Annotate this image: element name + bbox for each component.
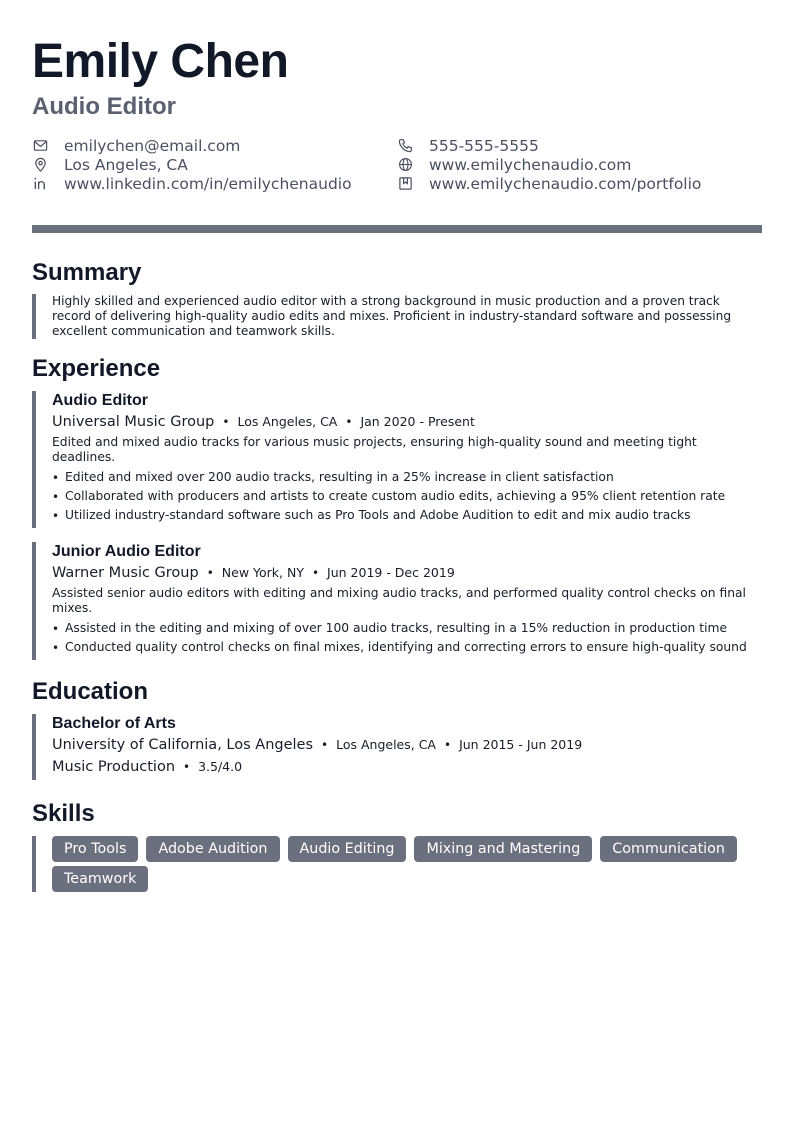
job-company: Universal Music Group: [52, 414, 215, 430]
job-dates: Jan 2020 - Present: [360, 414, 475, 429]
contact-email[interactable]: [32, 136, 397, 155]
degree-name: Bachelor of Arts: [52, 715, 176, 732]
contact-info: [32, 136, 762, 193]
bullet-text: Edited and mixed over 200 audio tracks, resulting in a 25% increase in client satisfaction: [65, 470, 614, 484]
list-item: [52, 487, 762, 506]
contact-column-right: [397, 136, 701, 193]
contact-website[interactable]: [397, 155, 701, 174]
portfolio-icon: [397, 176, 413, 192]
bullet-text: Collaborated with producers and artists to create custom audio edits, achieving a 95% client retention rate: [65, 489, 726, 503]
separator-dot: •: [222, 415, 230, 429]
skills-heading: Skills: [32, 800, 95, 827]
candidate-name: Emily Chen: [32, 35, 289, 88]
separator-dot: •: [443, 738, 452, 752]
list-item: [52, 638, 762, 657]
bullet-text: Utilized industry-standard software such as Pro Tools and Adobe Audition to edit and mix audio tracks: [65, 508, 691, 522]
separator-dot: •: [206, 566, 214, 580]
skill-chip: Mixing and Mastering: [414, 836, 592, 862]
separator-dot: •: [183, 760, 191, 774]
skill-chip: Communication: [600, 836, 737, 862]
contact-phone[interactable]: [397, 136, 701, 155]
bullet-text: Conducted quality control checks on final mixes, identifying and correcting errors to ensure high-quality sound: [65, 640, 747, 654]
job-meta: [52, 565, 762, 584]
job-role: Junior Audio Editor: [52, 543, 201, 560]
contact-portfolio[interactable]: [397, 174, 701, 193]
job-entry: [32, 542, 762, 660]
contact-linkedin[interactable]: [32, 174, 397, 193]
header-divider: [32, 225, 762, 233]
contact-column-left: [32, 136, 397, 193]
list-item: [52, 506, 762, 525]
globe-icon: [397, 157, 413, 173]
job-title: Audio Editor: [32, 93, 176, 120]
job-entry: [32, 391, 762, 528]
separator-dot: •: [321, 738, 329, 752]
resume-page: [32, 34, 762, 892]
experience-heading: Experience: [32, 355, 161, 382]
gpa-value: 3.5/4.0: [198, 759, 243, 774]
phone-icon: [397, 138, 413, 154]
job-location: New York, NY: [221, 565, 304, 580]
job-description: Edited and mixed audio tracks for various music projects, ensuring high-quality sound and meeting tight deadlines.: [52, 435, 697, 464]
education-heading: Education: [32, 678, 149, 705]
education-dates: Jun 2015 - Jun 2019: [459, 737, 583, 752]
school-name: University of California, Los Angeles: [52, 737, 314, 753]
skills-list: [32, 836, 762, 892]
job-role: Audio Editor: [52, 392, 148, 409]
job-dates: Jun 2019 - Dec 2019: [327, 565, 455, 580]
job-description: Assisted senior audio editors with editing and mixing audio tracks, and performed quality control checks on final mixes.: [52, 586, 746, 615]
skill-chip: Teamwork: [52, 866, 148, 892]
website-text: www.emilychenaudio.com: [429, 155, 632, 174]
school-location: Los Angeles, CA: [336, 737, 436, 752]
bullet-dot: •: [52, 509, 60, 523]
summary-text: Highly skilled and experienced audio editor with a strong background in music production and a proven track record of delivering high-quality audio edits and mixes. Proficient in industry-standard software and possessing excellent communication and teamwork skills.: [32, 294, 762, 339]
education-meta: [52, 737, 762, 756]
major-name: Music Production: [52, 759, 176, 775]
mail-icon: [32, 138, 48, 154]
bullet-dot: •: [52, 490, 60, 504]
list-item: [52, 619, 762, 638]
email-text: emilychen@email.com: [64, 136, 241, 155]
list-item: [52, 468, 762, 487]
job-location: Los Angeles, CA: [237, 414, 338, 429]
job-bullets: [52, 468, 762, 525]
phone-text: 555-555-5555: [429, 136, 539, 155]
education-major-row: [52, 759, 762, 778]
linkedin-text: www.linkedin.com/in/emilychenaudio: [64, 174, 352, 193]
location-text: Los Angeles, CA: [64, 155, 188, 174]
bullet-dot: •: [52, 471, 60, 485]
job-company: Warner Music Group: [52, 565, 199, 581]
bullet-dot: •: [52, 641, 60, 655]
skill-chip: Pro Tools: [52, 836, 138, 862]
linkedin-icon: [32, 176, 48, 192]
separator-dot: •: [311, 566, 320, 580]
job-meta: [52, 414, 762, 433]
separator-dot: •: [345, 415, 353, 429]
location-pin-icon: [32, 157, 48, 173]
summary-heading: Summary: [32, 259, 142, 286]
portfolio-text: www.emilychenaudio.com/portfolio: [429, 174, 702, 193]
education-entry: [32, 714, 762, 780]
bullet-dot: •: [52, 622, 60, 636]
skill-chip: Audio Editing: [288, 836, 407, 862]
contact-location: [32, 155, 397, 174]
bullet-text: Assisted in the editing and mixing of over 100 audio tracks, resulting in a 15% reduction in production time: [65, 621, 728, 635]
job-bullets: [52, 619, 762, 657]
skill-chip: Adobe Audition: [146, 836, 279, 862]
